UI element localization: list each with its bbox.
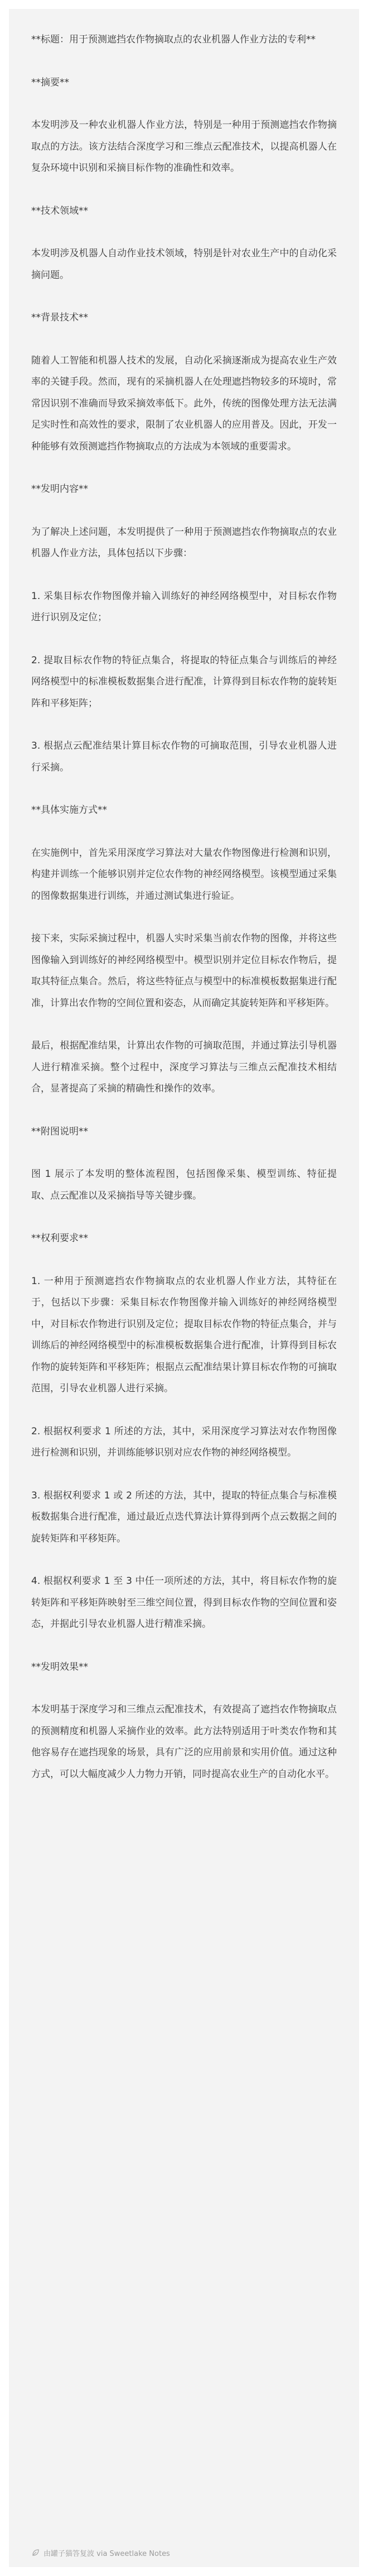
footer-text: 由罐子猫答复波 via Sweetlake Notes xyxy=(43,2549,170,2558)
leaf-icon xyxy=(31,2548,40,2557)
page-footer xyxy=(9,2538,359,2567)
section-heading-abstract: **摘要** xyxy=(31,76,69,88)
section-heading-technical-field: **技术领域** xyxy=(31,205,88,217)
invention-content-intro: 为了解决上述问题，本发明提供了一种用于预测遮挡农作物摘取点的农业机器人作业方法，具体包括以下步骤： xyxy=(31,526,337,559)
section-heading-effects: **发明效果** xyxy=(31,1661,88,1673)
abstract-paragraph: 本发明涉及一种农业机器人作业方法，特别是一种用于预测遮挡农作物摘取点的方法。该方法结合深度学习和三维点云配准技术，以提高机器人在复杂环境中识别和采摘目标作物的准确性和效率。 xyxy=(31,119,337,174)
figures-paragraph: 图 1 展示了本发明的整体流程图，包括图像采集、模型训练、特征提取、点云配准以及采摘指导等关键步骤。 xyxy=(31,1169,337,1201)
claim-item: 1. 一种用于预测遮挡农作物摘取点的农业机器人作业方法，其特征在于，包括以下步骤：采集目标农作物图像并输入训练好的神经网络模型中，对目标农作物进行识别及定位；提取目标农作物的特征点集合，并与训练后的神经网络模型中的标准模板数据集合进行配准，计算得到目标农作物的旋转矩阵和平移矩阵；根据点云配准结果计算目标农作物的可摘取范围，引导农业机器人进行采摘。 xyxy=(31,1275,337,1394)
claim-item: 3. 根据权利要求 1 或 2 所述的方法，其中，提取的特征点集合与标准模板数据集合进行配准，通过最近点迭代算法计算得到两个点云数据之间的旋转矩阵和平移矩阵。 xyxy=(31,1490,337,1544)
section-heading-claims: **权利要求** xyxy=(31,1233,88,1244)
step-item: 1. 采集目标农作物图像并输入训练好的神经网络模型中，对目标农作物进行识别及定位； xyxy=(31,590,337,623)
background-paragraph: 随着人工智能和机器人技术的发展，自动化采摘逐渐成为提高农业生产效率的关键手段。然而，现有的采摘机器人在处理遮挡物较多的环境时，常常因识别不准确而导致采摘效率低下。此外，传统的图像处理方法无法满足实时性和高效性的要求，限制了农业机器人的应用普及。因此，开发一种能够有效预测遮挡作物摘取点的方法成为本领域的重要需求。 xyxy=(31,355,337,452)
technical-field-paragraph: 本发明涉及机器人自动作业技术领域，特别是针对农业生产中的自动化采摘问题。 xyxy=(31,248,337,281)
step-item: 3. 根据点云配准结果计算目标农作物的可摘取范围，引导农业机器人进行采摘。 xyxy=(31,740,337,773)
document-title: **标题：用于预测遮挡农作物摘取点的农业机器人作业方法的专利** xyxy=(31,34,316,45)
section-heading-figures: **附图说明** xyxy=(31,1126,88,1137)
section-heading-invention-content: **发明内容** xyxy=(31,483,88,495)
step-item: 2. 提取目标农作物的特征点集合，将提取的特征点集合与训练后的神经网络模型中的标准模板数据集合进行配准，计算得到目标农作物的旋转矩阵和平移矩阵； xyxy=(31,654,337,709)
claim-item: 2. 根据权利要求 1 所述的方法，其中，采用深度学习算法对农作物图像进行检测和识别，并训练能够识别对应农作物的神经网络模型。 xyxy=(31,1425,337,1458)
implementation-paragraph: 最后，根据配准结果，计算出农作物的可摘取范围，并通过算法引导机器人进行精准采摘。整个过程中，深度学习算法与三维点云配准技术相结合，显著提高了采摘的精确性和操作的效率。 xyxy=(31,1040,337,1094)
implementation-paragraph: 在实施例中，首先采用深度学习算法对大量农作物图像进行检测和识别，构建并训练一个能够识别并定位农作物的神经网络模型。该模型通过采集的图像数据集进行训练，并通过测试集进行验证。 xyxy=(31,847,337,902)
section-heading-background: **背景技术** xyxy=(31,312,88,323)
effects-paragraph: 本发明基于深度学习和三维点云配准技术，有效提高了遮挡农作物摘取点的预测精度和机器人采摘作业的效率。此方法特别适用于叶类农作物和其他容易存在遮挡现象的场景，具有广泛的应用前景和实用价值。通过这种方式，可以大幅度减少人力物力开销，同时提高农业生产的自动化水平。 xyxy=(31,1704,337,1780)
section-heading-implementation: **具体实施方式** xyxy=(31,805,107,816)
claim-item: 4. 根据权利要求 1 至 3 中任一项所述的方法，其中，将目标农作物的旋转矩阵和平移矩阵映射至三维空间位置，得到目标农作物的空间位置和姿态，并据此引导农业机器人进行精准采摘。 xyxy=(31,1576,337,1630)
document-page xyxy=(9,9,359,2567)
implementation-paragraph: 接下来，实际采摘过程中，机器人实时采集当前农作物的图像，并将这些图像输入到训练好的神经网络模型中。模型识别并定位目标农作物后，提取其特征点集合。然后，将这些特征点与模型中的标准模板数据集进行配准，计算出农作物的空间位置和姿态，从而确定其旋转矩阵和平移矩阵。 xyxy=(31,933,337,1009)
